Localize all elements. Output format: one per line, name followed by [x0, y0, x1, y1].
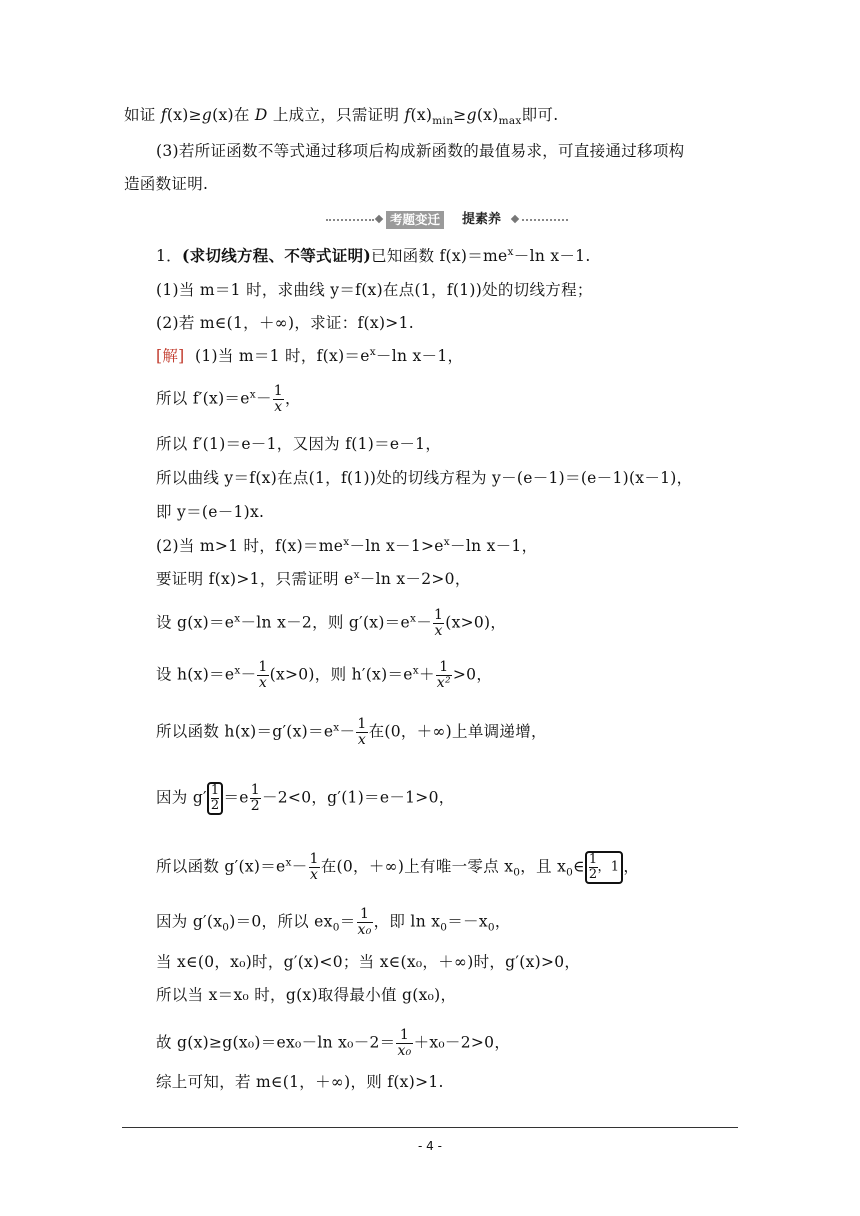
- denominator: 2: [250, 798, 260, 814]
- solution-line-15: 所以当 x＝x₀ 时，g(x)取得最小值 g(x₀)，: [156, 986, 457, 1004]
- text: (x>0)，则 h′(x)＝e: [269, 665, 413, 684]
- solution-line-5: 即 y＝(e－1)x.: [156, 503, 265, 521]
- text: 如证: [124, 106, 161, 124]
- question-2: (2)若 m∈(1，＋∞)，求证：f(x)>1.: [156, 314, 414, 332]
- banner-text: 提素养: [462, 212, 502, 227]
- numerator: 1: [434, 607, 444, 623]
- numerator: 1: [436, 660, 452, 676]
- text: －ln x－1，: [375, 347, 464, 365]
- numerator: 1: [309, 851, 319, 867]
- numerator: 1: [258, 659, 268, 675]
- fraction: [257, 660, 268, 691]
- solution-line-17: 综上可知，若 m∈(1，＋∞)，则 f(x)>1.: [156, 1073, 444, 1091]
- text: －ln x－1.: [513, 247, 591, 265]
- text: f: [404, 106, 411, 124]
- denominator: 2: [588, 867, 598, 882]
- right-dotted-rule: [522, 219, 568, 221]
- text: 上成立，只需证明: [267, 106, 405, 124]
- text: 故 g(x)≥g(x₀)＝ex₀－ln x₀－2＝: [156, 1033, 396, 1052]
- text: )＝0，所以 ex: [229, 912, 333, 931]
- left-dotted-rule: [326, 219, 374, 221]
- denominator: x: [357, 732, 367, 748]
- text: 因为 g′: [156, 788, 207, 807]
- denominator: x: [434, 623, 443, 639]
- solution-line-14: 当 x∈(0，x₀)时，g′(x)<0；当 x∈(x₀，＋∞)时，g′(x)>0，: [156, 953, 581, 971]
- text: 所以 f′(x)＝e: [156, 389, 250, 408]
- text: －ln x－1>e: [349, 537, 444, 555]
- text: (x): [410, 106, 433, 124]
- text: 即可.: [521, 106, 559, 124]
- text: >0，: [452, 665, 493, 684]
- superscript: x: [353, 568, 360, 581]
- problem-title: [156, 246, 591, 266]
- text: －: [255, 389, 272, 408]
- denominator: x²: [436, 675, 451, 691]
- text: ＝－x: [447, 912, 488, 931]
- text: ，: [494, 912, 511, 931]
- denominator: 2: [210, 798, 220, 813]
- text: ＝e: [223, 788, 249, 807]
- numerator: 1: [250, 782, 260, 798]
- solution-line-10: [156, 717, 547, 748]
- superscript: x: [507, 245, 514, 258]
- text: (1)当 m＝1 时，f(x)＝e: [194, 347, 370, 365]
- text: －ln x－2>0，: [359, 570, 471, 588]
- bracket-fraction: [207, 782, 224, 815]
- fraction: [357, 907, 373, 938]
- text: (2)当 m>1 时，f(x)＝me: [156, 537, 344, 555]
- solution-line-6: [156, 536, 537, 556]
- fraction: [250, 783, 261, 814]
- banner-label: 考题变迁: [386, 211, 444, 229]
- text: －: [339, 722, 356, 741]
- numerator: 1: [357, 907, 373, 923]
- text: ≥: [453, 106, 467, 124]
- text: 因为 g′(x: [156, 912, 223, 931]
- text: 要证明 f(x)>1，只需证明 e: [156, 570, 354, 588]
- footer-rule: [122, 1127, 738, 1128]
- subscript: max: [498, 115, 522, 128]
- section-banner: [326, 211, 570, 229]
- solution-line-13: [156, 907, 511, 938]
- fraction: [433, 608, 444, 639]
- denominator: x₀: [357, 922, 372, 938]
- text: 设 g(x)＝e: [156, 613, 235, 632]
- solution-line-2: [156, 384, 301, 415]
- superscript: x: [412, 664, 419, 677]
- superscript: x: [249, 388, 256, 401]
- subscript: 0: [566, 866, 574, 879]
- diamond-icon: [375, 215, 383, 223]
- solution-line-9: [156, 660, 492, 691]
- fraction: [356, 717, 367, 748]
- text: 1．: [156, 247, 182, 265]
- text: －: [240, 665, 257, 684]
- text: g: [201, 106, 213, 124]
- text: ∈: [573, 857, 585, 876]
- superscript: x: [285, 856, 292, 869]
- page-number: - 4 -: [418, 1139, 442, 1153]
- text: ＝: [339, 912, 356, 931]
- denominator: x: [310, 867, 319, 883]
- denominator: x₀: [397, 1043, 412, 1059]
- solution-line-16: [156, 1028, 510, 1059]
- text: ，: [284, 389, 301, 408]
- subscript: min: [432, 115, 454, 128]
- solution-line-3: 所以 f′(1)＝e－1，又因为 f(1)＝e－1，: [156, 435, 442, 453]
- text: ＋: [418, 665, 435, 684]
- fraction: [273, 384, 284, 415]
- denominator: x: [258, 675, 268, 691]
- solution-line-1: [156, 346, 463, 366]
- intro-line-3: 造函数证明.: [124, 175, 209, 193]
- superscript: x: [234, 612, 241, 625]
- subscript: 0: [222, 921, 230, 934]
- text: 设 h(x)＝e: [156, 665, 235, 684]
- subscript: 0: [513, 866, 521, 879]
- numerator: 1: [357, 716, 367, 732]
- text: －2<0，g′(1)＝e－1>0，: [261, 788, 455, 807]
- fraction: [396, 1028, 412, 1059]
- intro-line-2: (3)若所证函数不等式通过移项后构成新函数的最值易求，可直接通过移项构: [156, 142, 685, 160]
- intro-line-1: [124, 105, 559, 128]
- question-1: (1)当 m＝1 时，求曲线 y＝f(x)在点(1，f(1))处的切线方程；: [156, 281, 593, 299]
- solution-tag: [解]: [156, 347, 185, 365]
- problem-topic: (求切线方程、不等式证明): [181, 246, 372, 265]
- superscript: x: [443, 535, 451, 548]
- text: 所以函数 h(x)＝g′(x)＝e: [156, 722, 334, 741]
- text: 所以函数 g′(x)＝e: [156, 857, 286, 876]
- subscript: 0: [440, 921, 448, 934]
- bracket-interval: [585, 851, 623, 884]
- text: ，1: [597, 859, 620, 875]
- text: 在(0，＋∞)上单调递增，: [368, 722, 547, 741]
- text: D: [254, 106, 268, 124]
- diamond-icon: [511, 215, 519, 223]
- text: 已知函数 f(x)＝me: [371, 247, 508, 265]
- text: (x)≥: [166, 106, 202, 124]
- text: －: [416, 613, 432, 632]
- solution-line-11: [156, 782, 455, 815]
- numerator: 1: [588, 852, 598, 867]
- text: g: [466, 106, 477, 124]
- solution-line-4: 所以曲线 y＝f(x)在点(1，f(1))处的切线方程为 y－(e－1)＝(e－1)(x－1)，: [156, 469, 693, 487]
- subscript: 0: [332, 921, 340, 934]
- superscript: x: [409, 612, 417, 625]
- text: (x): [476, 106, 499, 124]
- text: (x)在: [212, 106, 255, 124]
- text: －ln x－1，: [450, 537, 538, 555]
- text: ，: [623, 857, 640, 876]
- text: －: [291, 857, 308, 876]
- text: ，即 ln x: [373, 912, 441, 931]
- superscript: x: [343, 535, 350, 548]
- text: 在(0，＋∞)上有唯一零点 x: [320, 857, 514, 876]
- fraction: [436, 660, 452, 691]
- text: －ln x－2，则 g′(x)＝e: [240, 613, 410, 632]
- text: f: [160, 106, 167, 124]
- fraction: [309, 852, 320, 883]
- numerator: 1: [210, 783, 220, 798]
- numerator: 1: [273, 383, 283, 399]
- superscript: x: [234, 664, 241, 677]
- text: (x>0)，: [445, 613, 507, 632]
- solution-line-7: [156, 569, 471, 589]
- solution-line-12: [156, 851, 639, 884]
- denominator: x: [274, 399, 283, 415]
- text: ，且 x: [520, 857, 567, 876]
- text: ＋x₀－2>0，: [413, 1033, 511, 1052]
- subscript: 0: [487, 921, 495, 934]
- numerator: 1: [396, 1028, 412, 1044]
- solution-line-8: [156, 608, 506, 639]
- superscript: x: [333, 721, 340, 734]
- superscript: x: [369, 345, 376, 358]
